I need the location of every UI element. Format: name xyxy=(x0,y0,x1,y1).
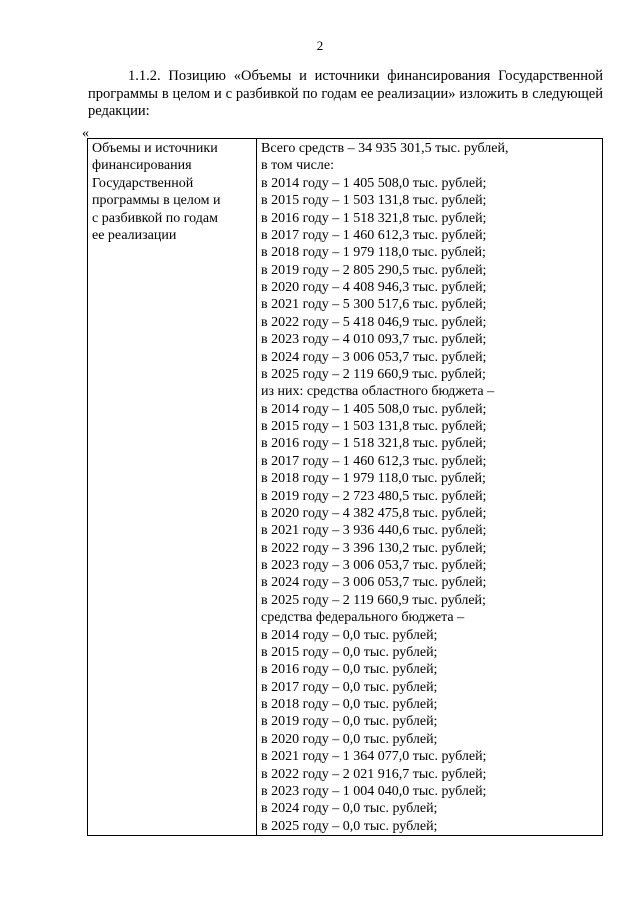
financing-line: в 2017 году – 1 460 612,3 тыс. рублей; xyxy=(261,453,487,469)
financing-line: в 2018 году – 0,0 тыс. рублей; xyxy=(261,697,438,712)
financing-line: в 2018 году – 1 979 118,0 тыс. рублей; xyxy=(261,245,486,261)
financing-line: в 2017 году – 1 460 612,3 тыс. рублей; xyxy=(261,227,487,243)
financing-line: в 2023 году – 3 006 053,7 тыс. рублей; xyxy=(261,558,487,573)
financing-line: в 2015 году – 1 503 131,8 тыс. рублей; xyxy=(261,193,487,209)
position-title-line: с разбивкой по годам xyxy=(92,210,218,226)
financing-line: в 2018 году – 1 979 118,0 тыс. рублей; xyxy=(261,471,486,487)
financing-line: в 2016 году – 1 518 321,8 тыс. рублей; xyxy=(261,436,487,452)
financing-line: в 2024 году – 3 006 053,7 тыс. рублей; xyxy=(261,575,487,591)
financing-line: в 2019 году – 0,0 тыс. рублей; xyxy=(261,714,438,730)
position-title-line: Объемы и источники xyxy=(92,141,218,156)
financing-line: средства федерального бюджета – xyxy=(261,610,465,626)
position-title-line: Государственной xyxy=(92,175,194,191)
financing-line: в 2017 году – 0,0 тыс. рублей; xyxy=(261,679,438,695)
position-title-cell xyxy=(88,139,257,836)
financing-line: в 2025 году – 0,0 тыс. рублей; xyxy=(261,818,438,834)
financing-line: в 2024 году – 0,0 тыс. рублей; xyxy=(261,801,438,817)
page-number: 2 xyxy=(316,38,324,53)
financing-line: в 2014 году – 0,0 тыс. рублей; xyxy=(261,627,438,643)
financing-line: в 2023 году – 1 004 040,0 тыс. рублей; xyxy=(261,783,487,799)
financing-line: в 2014 году – 1 405 508,0 тыс. рублей; xyxy=(261,175,487,191)
financing-line: в 2019 году – 2 805 290,5 тыс. рублей; xyxy=(261,262,487,278)
position-title-line: ее реализации xyxy=(92,228,177,244)
opening-quote-mark: « xyxy=(82,126,89,141)
financing-line: в 2015 году – 1 503 131,8 тыс. рублей; xyxy=(261,419,487,434)
financing-line: в 2021 году – 1 364 077,0 тыс. рублей; xyxy=(261,749,487,765)
financing-line: из них: средства областного бюджета – xyxy=(261,384,495,400)
financing-line: в 2022 году – 2 021 916,7 тыс. рублей; xyxy=(261,766,487,782)
financing-line: в 2022 году – 3 396 130,2 тыс. рублей; xyxy=(261,540,487,556)
position-title-line: программы в целом и xyxy=(92,193,221,209)
intro-paragraph: 1.1.2. Позицию «Объемы и источники финансирования Государственной программы в целом и с разбивкой по годам ее реализации» изложить в следующей редакции: xyxy=(88,68,603,119)
financing-line: в 2014 году – 1 405 508,0 тыс. рублей; xyxy=(261,401,487,417)
financing-line: в 2015 году – 0,0 тыс. рублей; xyxy=(261,644,438,660)
financing-line: в 2021 году – 3 936 440,6 тыс. рублей; xyxy=(261,523,487,539)
financing-line: в том числе: xyxy=(261,158,334,174)
financing-line: в 2024 году – 3 006 053,7 тыс. рублей; xyxy=(261,349,487,365)
financing-line: в 2020 году – 4 382 475,8 тыс. рублей; xyxy=(261,505,487,521)
financing-line: в 2020 году – 0,0 тыс. рублей; xyxy=(261,731,438,747)
table-row xyxy=(88,139,603,836)
financing-line: в 2019 году – 2 723 480,5 тыс. рублей; xyxy=(261,488,487,504)
financing-values-cell xyxy=(257,139,603,836)
financing-line: Всего средств – 34 935 301,5 тыс. рублей, xyxy=(261,141,509,156)
position-title-line: финансирования xyxy=(92,158,192,174)
financing-line: в 2020 году – 4 408 946,3 тыс. рублей; xyxy=(261,280,487,295)
financing-line: в 2023 году – 4 010 093,7 тыс. рублей; xyxy=(261,332,487,348)
financing-table xyxy=(87,138,603,836)
financing-line: в 2022 году – 5 418 046,9 тыс. рублей; xyxy=(261,314,487,330)
financing-line: в 2016 году – 0,0 тыс. рублей; xyxy=(261,662,438,678)
financing-line: в 2025 году – 2 119 660,9 тыс. рублей; xyxy=(261,366,486,382)
financing-line: в 2021 году – 5 300 517,6 тыс. рублей; xyxy=(261,297,487,313)
financing-line: в 2025 году – 2 119 660,9 тыс. рублей; xyxy=(261,592,486,608)
financing-line: в 2016 году – 1 518 321,8 тыс. рублей; xyxy=(261,210,487,226)
